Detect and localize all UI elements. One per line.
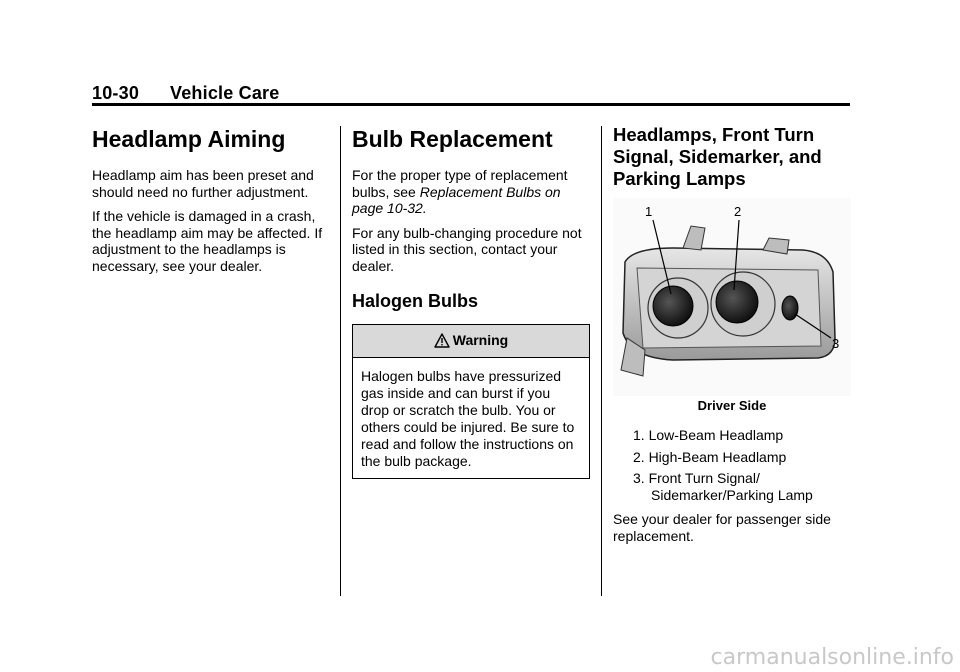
headlamp-illustration	[613, 198, 851, 396]
column-headlamp-aiming	[92, 124, 328, 282]
bulb-paragraph-2: For any bulb-changing procedure not listed in this section, contact your dealer.	[352, 224, 582, 274]
warning-header	[353, 325, 589, 358]
warning-text: Halogen bulbs have pressurized gas inside and can burst if you drop or scratch the bulb. You or others could be injured. Be sure to read and follow the instructions on the bulb package.	[361, 368, 575, 469]
header-rule	[92, 103, 850, 106]
column-headlamps	[613, 124, 851, 552]
warning-label: Warning	[452, 332, 509, 348]
passenger-side-note: See your dealer for passenger side replacement.	[613, 511, 831, 544]
page-number: 10-30	[92, 83, 140, 103]
column-divider-1	[340, 126, 341, 596]
page-header	[92, 83, 279, 104]
watermark: carmanualsonline.info	[710, 645, 954, 670]
figure-caption: Driver Side	[697, 398, 767, 413]
list-item: 3. Front Turn Signal/ Sidemarker/Parking Lamp	[633, 470, 813, 503]
replacement-bulbs-link[interactable]: Replacement Bulbs on page 10-32.	[352, 183, 561, 216]
warning-triangle-icon	[434, 333, 450, 351]
bulb-paragraph-1	[352, 167, 590, 217]
bulb-paragraph-1-text: For the proper type of replacement bulbs, see	[352, 167, 568, 200]
headlamps-heading: Headlamps, Front Turn Signal, Sidemarker, and Parking Lamps	[613, 124, 822, 189]
aiming-paragraph-2: If the vehicle is damaged in a crash, the headlamp aim may be affected. If adjustment to the headlamps is necessary, see your dealer.	[92, 208, 323, 274]
section-title: Vehicle Care	[170, 83, 280, 103]
callout-2: 2	[734, 204, 742, 219]
list-item: 2. High-Beam Headlamp	[633, 448, 787, 465]
aiming-paragraph-1: Headlamp aim has been preset and should need no further adjustment.	[92, 167, 314, 200]
warning-box	[352, 324, 590, 479]
column-bulb-replacement	[352, 124, 590, 479]
parts-list	[613, 427, 851, 503]
callout-1: 1	[645, 204, 653, 219]
headlamp-figure	[613, 198, 851, 396]
bulb-replacement-heading: Bulb Replacement	[352, 126, 553, 152]
callout-3: 3	[832, 336, 840, 351]
column-divider-2	[601, 126, 602, 596]
headlamp-aiming-heading: Headlamp Aiming	[92, 126, 286, 152]
list-item: 1. Low-Beam Headlamp	[633, 427, 784, 443]
halogen-bulbs-heading: Halogen Bulbs	[352, 291, 479, 311]
